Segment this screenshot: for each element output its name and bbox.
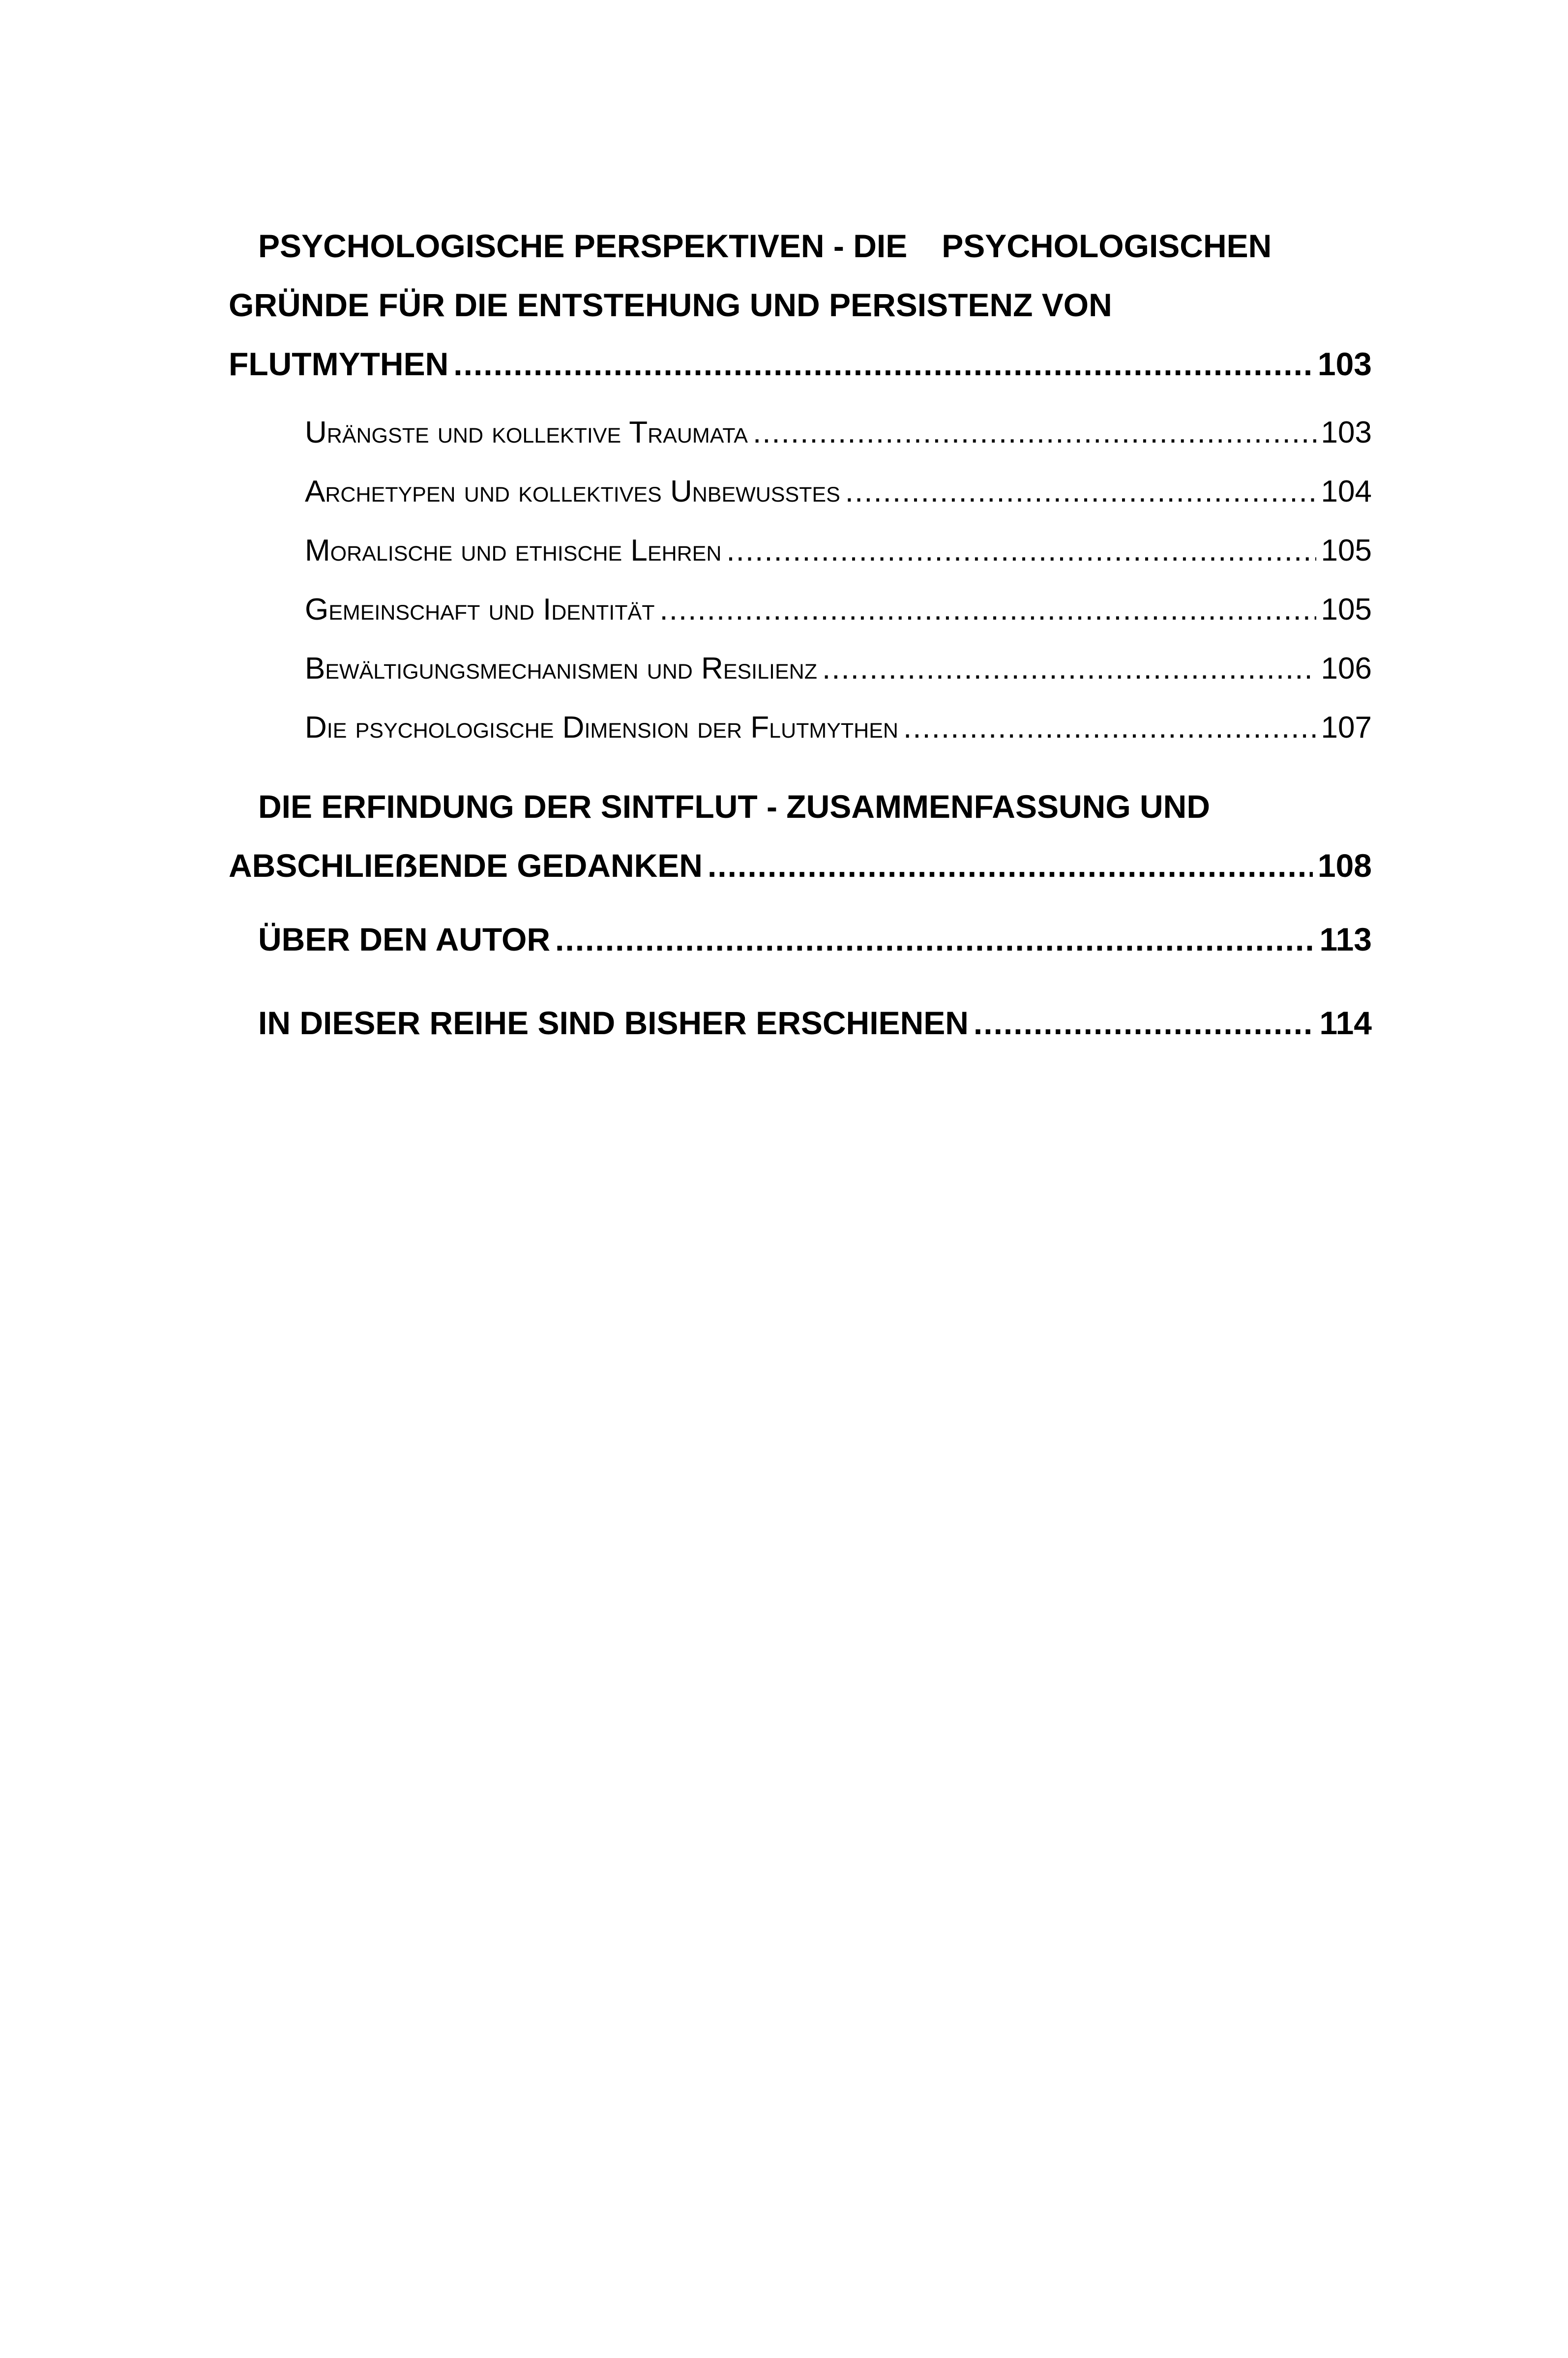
toc-dot-leader: [726, 521, 1316, 580]
toc-subsection-label: Bewältigungsmechanismen und Resilienz: [305, 652, 817, 686]
toc-subsection-item[interactable]: [305, 521, 1372, 580]
toc-dot-leader: [822, 639, 1316, 698]
toc-chapter-title-part-b: PSYCHOLOGISCHEN: [942, 228, 1272, 264]
toc-page-number: 114: [1319, 1005, 1372, 1041]
toc-subsection-item[interactable]: [305, 580, 1372, 639]
toc-dot-leader: [708, 836, 1313, 895]
toc-chapter-title-end: ABSCHLIEẞENDE GEDANKEN: [229, 847, 703, 884]
toc-chapter-title-line-2: [229, 836, 1372, 895]
toc-dot-leader: [974, 993, 1315, 1052]
toc-dot-leader: [453, 334, 1313, 393]
toc-chapter-ueber-den-autor[interactable]: [229, 910, 1372, 969]
toc-dot-leader: [903, 698, 1316, 757]
toc-subsection-label: Moralische und ethische Lehren: [305, 534, 722, 567]
toc-page-number: 105: [1321, 593, 1372, 627]
toc-subsection-label: Gemeinschaft und Identität: [305, 593, 655, 627]
toc-chapter-title: ÜBER DEN AUTOR: [258, 921, 551, 957]
toc-chapter-title-line-1: DIE ERFINDUNG DER SINTFLUT - ZUSAMMENFASSUNG UND: [258, 788, 1210, 825]
toc-dot-leader: [555, 910, 1314, 969]
toc-dot-leader: [659, 580, 1316, 639]
toc-page-number: 103: [1317, 346, 1372, 382]
toc-subsection-item[interactable]: [305, 639, 1372, 698]
toc-subsection-label: Die psychologische Dimension der Flutmythen: [305, 711, 898, 745]
toc-subsection-item[interactable]: [305, 698, 1372, 757]
toc-chapter-title-line-2: GRÜNDE FÜR DIE ENTSTEHUNG UND PERSISTENZ VON: [229, 287, 1112, 323]
toc-subsection-list: [229, 403, 1372, 757]
toc-chapter-title-line-1: [229, 216, 1372, 275]
toc-page-number: 103: [1321, 416, 1372, 449]
toc-page-number: 104: [1321, 475, 1372, 508]
toc-subsection-item[interactable]: [305, 462, 1372, 521]
toc-chapter-die-erfindung-der-sintflut[interactable]: [229, 777, 1372, 895]
table-of-contents: [229, 216, 1372, 1077]
toc-page-number: 107: [1321, 711, 1372, 745]
toc-subsection-label: Archetypen und kollektives Unbewusstes: [305, 475, 840, 508]
toc-dot-leader: [753, 403, 1316, 462]
toc-subsection-label: Urängste und kollektive Traumata: [305, 416, 748, 449]
toc-chapter-in-dieser-reihe[interactable]: [229, 993, 1372, 1052]
toc-subsection-item[interactable]: [305, 403, 1372, 462]
toc-chapter-title-end: FLUTMYTHEN: [229, 346, 449, 382]
toc-chapter-psychologische-perspektiven[interactable]: [229, 216, 1372, 393]
toc-dot-leader: [845, 462, 1316, 521]
toc-chapter-title-line-3: [229, 334, 1372, 393]
toc-page-number: 113: [1319, 921, 1372, 957]
toc-chapter-title-part-a: PSYCHOLOGISCHE PERSPEKTIVEN - DIE: [258, 228, 908, 264]
toc-page-number: 105: [1321, 534, 1372, 567]
toc-chapter-title: IN DIESER REIHE SIND BISHER ERSCHIENEN: [258, 1005, 969, 1041]
toc-page-number: 108: [1317, 847, 1372, 884]
toc-page-number: 106: [1321, 652, 1372, 686]
